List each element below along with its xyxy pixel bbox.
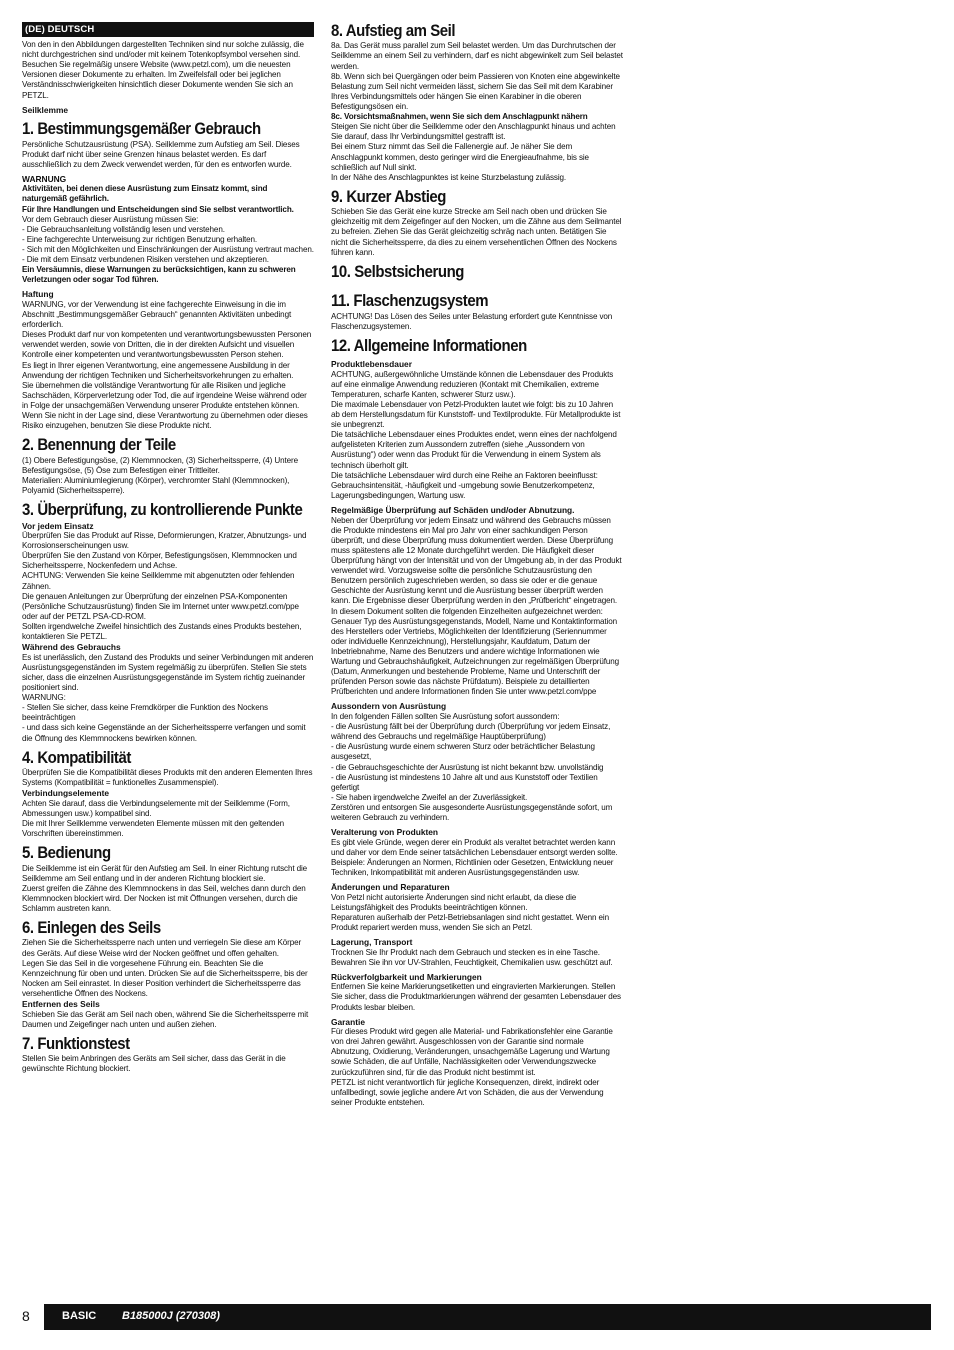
- paragraph: Stellen Sie beim Anbringen des Geräts am Seil sicher, dass das Gerät in die gewünschte Richtung blockiert.: [22, 1054, 286, 1074]
- subheading: Lagerung, Transport: [331, 937, 413, 948]
- paragraph: Die genauen Anleitungen zur Überprüfung der einzelnen PSA-Komponenten (Persönliche Schutzausrüstung) finden Sie im Internet unter www.petzl.com/ppe oder auf der PETZL PSA-CD-ROM.: [22, 591, 299, 621]
- paragraph: Von den in den Abbildungen dargestellten Techniken sind nur solche zulässig, die nicht durchgestrichen sind und/oder mit keinem Totenkopfsymbol versehen sind. Besuchen Sie regelmäßig unsere Website (www.petzl.com), um die neuesten Versionen dieser Dokumente zu erhalten. Im Zweifelsfall oder bei jeglichen Verständnisschwierigkeiten hinsichtlich dieser Dokumente wenden Sie sich an PETZL.: [22, 40, 304, 100]
- paragraph: - die Ausrüstung ist mindestens 10 Jahre alt und aus Kunststoff oder Textilien gefertigt: [331, 772, 598, 792]
- paragraph: 8a. Das Gerät muss parallel zum Seil belastet werden. Um das Durchrutschen der Seilklemme an einem Seil zu verhindern, darf es nicht abgewinkelt zum Seil belastet werden.: [331, 41, 623, 71]
- paragraph: - Sie haben irgendwelche Zweifel an der Zuverlässigkeit.: [331, 792, 528, 802]
- paragraph: Die Seilklemme ist ein Gerät für den Aufstieg am Seil. In einer Richtung rutscht die Seilklemme am Seil entlang und in der anderen Richtung blockiert sie.: [22, 863, 308, 883]
- paragraph: Achten Sie darauf, dass die Verbindungselemente mit der Seilklemme (Form, Abmessungen usw.) kompatibel sind.: [22, 798, 290, 818]
- paragraph: Die mit Ihrer Seilklemme verwendeten Elemente müssen mit den geltenden Vorschriften übereinstimmen.: [22, 819, 284, 839]
- paragraph: - die Ausrüstung wurde einem schweren Sturz oder beträchtlicher Belastung ausgesetzt,: [331, 742, 595, 762]
- paragraph: WARNUNG:: [22, 693, 66, 703]
- paragraph: Steigen Sie nicht über die Seilklemme oder den Anschlagpunkt hinaus und achten Sie darauf, dass Ihr Verbindungsmittel gestrafft ist.: [331, 122, 616, 142]
- subheading: Verbindungselemente: [22, 788, 110, 799]
- paragraph: Von Petzl nicht autorisierte Änderungen sind nicht erlaubt, da diese die Leistungsfähigkeit des Produkts beeinträchtigen können.: [331, 892, 577, 912]
- subheading: Entfernen des Seils: [22, 999, 100, 1010]
- bold-paragraph: Aktivitäten, bei denen diese Ausrüstung zum Einsatz kommt, sind naturgemäß gefährlich.: [22, 184, 268, 204]
- paragraph: Neben der Überprüfung vor jedem Einsatz und während des Gebrauchs müssen die Produkte mindestens ein Mal pro Jahr von einer sachkundigen Person überprüft, und diese Überprüfung muss dokumentiert werden. Diese Überprüfung muss spätestens alle 12 Monate durchgeführt werden. Die Häufigkeit dieser Überprüfung hängt von der Intensität und von der Umgebung ab, in der das Produkt verwendet wird. Vorzugsweise sollte die persönliche Schutzausrüstung den Benutzern persönlich zugeschrieben werden, so dass sie oder er die genaue Geschichte der Ausrüstung kennt und die Ausrüstung besser überprüft werden kann. Die Ergebnisse dieser Überprüfung werden in den „Prüfbericht“ eingetragen. In diesem Dokument sollten die folgenden Einzelheiten aufgezeichnet werden: Genauer Typ des Ausrüstungsgegenstands, Modell, Name und Kontaktinformation des Herstellers oder Vertriebs, Möglichkeiten der Identifizierung (Seriennummer oder individuelle Kennzeichnung), Herstellungsjahr, Kaufdatum, Datum der Inbetriebnahme, Name des Benutzers und andere wichtige Informationen wie Wartung und Gebrauchshäufigkeit, Aufzeichnungen zur regelmäßigen Überprüfung (Datum, Anmerkungen und bestehende Probleme, Name und Unterschrift der prüfenden Person sowie das nächste Prüfdatum). Beispiele zu detaillierten Prüfberichten und andere Informationen finden Sie unter www.petzl.com/ppe: [331, 515, 622, 697]
- subheading: Regelmäßige Überprüfung auf Schäden und/oder Abnutzung.: [331, 505, 575, 516]
- section-heading: 11. Flaschenzugsystem: [331, 291, 489, 311]
- subheading: WARNUNG: [22, 173, 67, 184]
- page-number: 8: [22, 1308, 30, 1324]
- subheading: Rückverfolgbarkeit und Markierungen: [331, 971, 482, 982]
- paragraph: Legen Sie das Seil in die vorgesehene Führung ein. Beachten Sie die Kennzeichnung für oben und unten. Drücken Sie auf die Sicherheitssperre, bis der Nocken am Seil einrastet. In dieser Position verhindert die Sicherheitssperre das versehentliche Öffnen des Nockens.: [22, 958, 308, 999]
- paragraph: - Stellen Sie sicher, dass keine Fremdkörper die Funktion des Nockens beeinträchtigen: [22, 703, 268, 723]
- paragraph: Persönliche Schutzausrüstung (PSA). Seilklemme zum Aufstieg am Seil. Dieses Produkt darf nicht über seine Grenzen hinaus belastet werden. Es darf ausschließlich zu dem Zweck verwendet werden, für den es entworfen wurde.: [22, 139, 300, 169]
- section-heading: 5. Bedienung: [22, 843, 111, 863]
- subheading: Produktlebensdauer: [331, 359, 412, 370]
- paragraph: Überprüfen Sie den Zustand von Körper, Befestigungsösen, Klemmnocken und Sicherheitssperre, Nockenfedern und Achse.: [22, 551, 297, 571]
- subheading: Seilklemme: [22, 104, 69, 115]
- section-heading: 7. Funktionstest: [22, 1033, 130, 1053]
- subheading: Vor jedem Einsatz: [22, 520, 94, 531]
- paragraph: Es liegt in Ihrer eigenen Verantwortung, eine angemessene Ausbildung in der Anwendung der richtigen Techniken und Sicherheitsvorkehrungen zu erhalten.: [22, 360, 294, 380]
- paragraph: - die Ausrüstung fällt bei der Überprüfung durch (Überprüfung vor jedem Einsatz, während des Gebrauchs und regelmäßige Hauptüberprüfung): [331, 722, 611, 742]
- paragraph: WARNUNG, vor der Verwendung ist eine fachgerechte Einweisung in die im Abschnitt „Bestimmungsgemäßer Gebrauch“ genannten Aktivitäten unbedingt erforderlich.: [22, 299, 292, 330]
- paragraph: - Eine fachgerechte Unterweisung zur richtigen Benutzung erhalten.: [22, 234, 258, 244]
- section-heading: 9. Kurzer Abstieg: [331, 186, 447, 206]
- column-right-body: [331, 22, 623, 1108]
- paragraph: Vor dem Gebrauch dieser Ausrüstung müssen Sie:: [22, 214, 199, 224]
- section-heading: 3. Überprüfung, zu kontrollierende Punkte: [22, 500, 303, 520]
- paragraph: Sollten irgendwelche Zweifel hinsichtlich des Zustands eines Produkts bestehen, kontaktieren Sie PETZL.: [22, 622, 302, 642]
- section-heading: 12. Allgemeine Informationen: [331, 335, 527, 355]
- paragraph: ACHTUNG, außergewöhnliche Umstände können die Lebensdauer des Produkts auf eine einmalige Anwendung reduzieren (Kontakt mit Chemikalien, extreme Temperaturen, scharfe Kanten, schwerer Sturz usw.).: [331, 369, 614, 399]
- paragraph: - Die mit dem Einsatz verbundenen Risiken verstehen und akzeptieren.: [22, 255, 269, 265]
- paragraph: Die tatsächliche Lebensdauer eines Produktes endet, wenn eines der nachfolgend aufgelisteten Kriterien zum Aussondern zutreffen (siehe „Aussondern von Ausrüstung“) oder wenn das Produkt für die Verwendung in einem System als technisch überholt gilt.: [331, 430, 617, 470]
- paragraph: ACHTUNG: Verwenden Sie keine Seilklemme mit abgenutzten oder fehlenden Zähnen.: [22, 571, 295, 591]
- paragraph: Zuerst greifen die Zähne des Klemmnockens in das Seil, welches dann durch den Klemmnocken blockiert wird. Der Nocken ist mit Öffnungen versehen, durch die Schlamm austreten kann.: [22, 883, 306, 914]
- subheading: Änderungen und Reparaturen: [331, 882, 450, 893]
- paragraph: Ziehen Sie die Sicherheitssperre nach unten und verriegeln Sie diese am Körper des Geräts. Auf diese Weise wird der Nocken geöffnet und offen gehalten.: [22, 938, 302, 958]
- bold-paragraph: Ein Versäumnis, diese Warnungen zu berücksichtigen, kann zu schweren Verletzungen oder sogar Tod führen.: [22, 265, 296, 285]
- paragraph: Sie übernehmen die vollständige Verantwortung für alle Risiken und jegliche Sachschäden, Körperverletzung oder Tod, die auf irgendeine Weise während oder in Folge der unsachgemäßen Verwendung unserer Produkte entstehen können. Wenn Sie nicht in der Lage sind, diese Verantwortung zu übernehmen oder dieses Risiko einzugehen, benutzen Sie diese Produkte nicht.: [22, 380, 308, 431]
- paragraph: Überprüfen Sie die Kompatibilität dieses Produkts mit den anderen Elementen Ihres Systems (Kompatibilität = funktionelles Zusammenspiel).: [22, 768, 313, 788]
- footer-bar: [44, 1304, 931, 1330]
- footer-document-code: B185000J (270308): [122, 1310, 220, 1322]
- paragraph: - Sich mit den Möglichkeiten und Einschränkungen der Ausrüstung vertraut machen.: [22, 245, 314, 254]
- paragraph: Bei einem Sturz nimmt das Seil die Fallenergie auf. Je näher Sie dem Anschlagpunkt kommen, desto geringer wird die Energieaufnahme, bis sie schließlich auf Null sinkt.: [331, 142, 589, 172]
- paragraph: Es gibt viele Gründe, wegen derer ein Produkt als veraltet betrachtet werden kann und daher vor dem Ende seiner tatsächlichen Lebensdauer entsorgt werden sollte. Beispiele: Änderungen an Normen, Richtlinien oder Gesetzen, Entwicklung neuer Techniken, Inkompatibilität mit anderen Ausrüstungsgegenständen usw.: [331, 837, 618, 878]
- page-footer: [0, 1304, 954, 1330]
- paragraph: Schieben Sie das Gerät eine kurze Strecke am Seil nach oben und drücken Sie gleichzeitig mit dem Zeigefinger auf den Nocken, um die Zähne aus dem Seilmantel zu befreien. Ziehen Sie das Gerät gleichzeitig schräg nach unten. Betätigen Sie nicht die Sicherheitssperre, da dies zu einem versehentlichen Öffnen des Nockens führen kann.: [331, 207, 622, 257]
- footer-product-name: BASIC: [62, 1310, 97, 1322]
- subheading: Während des Gebrauchs: [22, 642, 121, 653]
- column-left: [22, 22, 314, 1074]
- section-heading: 1. Bestimmungsgemäßer Gebrauch: [22, 119, 261, 139]
- column-right: [331, 22, 623, 1108]
- subheading: Haftung: [22, 289, 54, 300]
- section-heading: 6. Einlegen des Seils: [22, 918, 161, 938]
- paragraph: Entfernen Sie keine Markierungsetiketten und eingravierten Markierungen. Stellen Sie sicher, dass die Produktmarkierungen während der gesamten Lebensdauer des Produkts lesbar bleiben.: [331, 982, 621, 1012]
- paragraph: PETZL ist nicht verantwortlich für jegliche Konsequenzen, direkt, indirekt oder unfallbedingt, sowie jegliche andere Art von Schäden, die aus der Verwendung seiner Produkte entstehen.: [331, 1077, 604, 1107]
- language-header: (DE) DEUTSCH: [22, 22, 314, 37]
- paragraph: Dieses Produkt darf nur von kompetenten und verantwortungsbewussten Personen verwendet werden, sowie von Dritten, die in der direkten Aufsicht und visuellen Kontrolle einer kompetenten und verantwortungsbewussten Person stehen.: [22, 330, 312, 360]
- paragraph: Es ist unerlässlich, den Zustand des Produkts und seiner Verbindungen mit anderen Ausrüstungsgegenständen im System regelmäßig zu überprüfen. Stellen Sie stets sicher, dass die einzelnen Ausrüstungsgegenstände im System richtig zueinander positioniert sind.: [22, 652, 314, 693]
- paragraph: Überprüfen Sie das Produkt auf Risse, Deformierungen, Kratzer, Abnutzungs- und Korrosionserscheinungen usw.: [22, 531, 307, 551]
- paragraph: ACHTUNG! Das Lösen des Seiles unter Belastung erfordert gute Kenntnisse von Flaschenzugsystemen.: [331, 311, 613, 331]
- paragraph: 8b. Wenn sich bei Quergängen oder beim Passieren von Knoten eine abgewinkelte Belastung zum Seil nicht vermeiden lässt, sichern Sie das Seil mit dem Karabiner Ihres Verbindungsmittels oder hängen Sie einen Karabiner in die oberen Befestigungsösen ein.: [331, 71, 620, 112]
- section-heading: 8. Aufstieg am Seil: [331, 21, 456, 40]
- paragraph: - Die Gebrauchsanleitung vollständig lesen und verstehen.: [22, 224, 225, 234]
- paragraph: - und dass sich keine Gegenstände an der Sicherheitssperre verfangen und somit die Öffnung des Klemmnockens bewirken können.: [22, 723, 306, 743]
- paragraph: Reparaturen außerhalb der Petzl-Betriebsanlagen sind nicht gestattet. Wenn ein Produkt repariert werden muss, wenden Sie sich an Petzl.: [331, 912, 609, 932]
- paragraph: - die Gebrauchsgeschichte der Ausrüstung ist nicht bekannt bzw. unvollständig: [331, 762, 604, 772]
- paragraph: Die tatsächliche Lebensdauer wird durch eine Reihe an Faktoren beeinflusst: Gebrauchsintensität, -häufigkeit und -umgebung sowie Benutzerkompetenz, Lagerungsbedingungen, Wartung usw.: [331, 470, 598, 500]
- paragraph: Die maximale Lebensdauer von Petzl-Produkten lautet wie folgt: bis zu 10 Jahren ab dem Herstellungsdatum für Kunststoff- und Textilprodukte. Für Metallprodukte ist sie unbegrenzt.: [331, 399, 621, 430]
- paragraph: Für dieses Produkt wird gegen alle Material- und Fabrikationsfehler eine Garantie von drei Jahren gewährt. Ausgeschlossen von der Garantie sind normale Abnutzung, Oxidierung, Veränderungen, unsachgemäße Lagerung und Wartung sowie Schäden, die auf Unfälle, Nachlässigkeiten oder Verwendungszwecke zurückzuführen sind, für die das Produkt nicht bestimmt ist.: [331, 1027, 613, 1077]
- paragraph: In der Nähe des Anschlagpunktes ist keine Sturzbelastung zulässig.: [331, 172, 567, 182]
- paragraph: (1) Obere Befestigungsöse, (2) Klemmnocken, (3) Sicherheitssperre, (4) Untere Befestigungsöse, (5) Öse zum Befestigen einer Trittleiter.: [22, 455, 298, 475]
- bold-paragraph: 8c. Vorsichtsmaßnahmen, wenn Sie sich dem Anschlagpunkt nähern: [331, 112, 588, 122]
- section-heading: 4. Kompatibilität: [22, 747, 131, 767]
- spacer: [331, 282, 623, 287]
- paragraph: Materialien: Aluminiumlegierung (Körper), verchromter Stahl (Klemmnocken), Polyamid (Sicherheitssperre).: [22, 475, 290, 496]
- paragraph: Trocknen Sie Ihr Produkt nach dem Gebrauch und stecken es in eine Tasche. Bewahren Sie ihn vor UV-Strahlen, Feuchtigkeit, Chemikalien usw. geschützt auf.: [331, 947, 613, 967]
- section-heading: 2. Benennung der Teile: [22, 435, 176, 455]
- subheading: Aussondern von Ausrüstung: [331, 701, 447, 712]
- paragraph: Schieben Sie das Gerät am Seil nach oben, während Sie die Sicherheitssperre mit Daumen und Zeigefinger nach unten und außen ziehen.: [22, 1009, 309, 1029]
- subheading: Garantie: [331, 1016, 365, 1027]
- paragraph: Zerstören und entsorgen Sie ausgesonderte Ausrüstungsgegenstände sofort, um weiteren Gebrauch zu verhindern.: [331, 802, 613, 823]
- column-left-body: [22, 40, 314, 1074]
- subheading: Veralterung von Produkten: [331, 827, 439, 838]
- section-heading: 10. Selbstsicherung: [331, 261, 464, 281]
- paragraph: In den folgenden Fällen sollten Sie Ausrüstung sofort aussondern:: [331, 711, 560, 721]
- bold-paragraph: Für Ihre Handlungen und Entscheidungen sind Sie selbst verantwortlich.: [22, 204, 294, 214]
